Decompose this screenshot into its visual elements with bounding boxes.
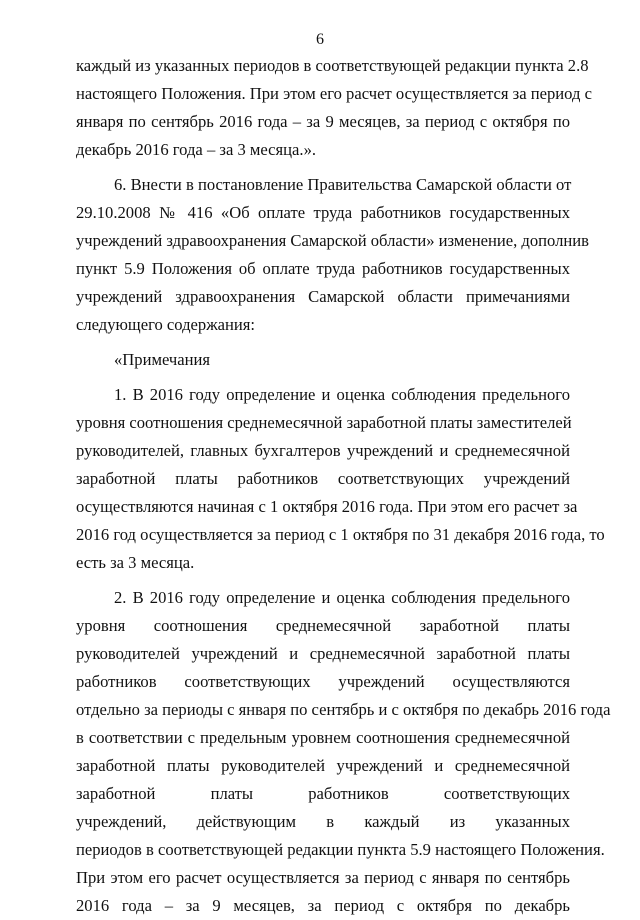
text-line: осуществляются начиная с 1 октября 2016 года. При этом его расчет за — [76, 497, 578, 516]
text-line: 2016 года – за 9 месяцев, за период с октября по декабрь — [76, 896, 570, 915]
text-line: 2. В 2016 году определение и оценка соблюдения предельного — [114, 588, 570, 607]
text-line: заработной платы работников соответствующих учреждений — [76, 469, 570, 488]
text-line: заработной платы работников соответствующих — [76, 784, 570, 803]
text-line: есть за 3 месяца. — [76, 553, 195, 572]
text-line: 29.10.2008 № 416 «Об оплате труда работников государственных — [76, 203, 570, 222]
text-line: уровня соотношения среднемесячной заработной платы заместителей — [76, 413, 572, 432]
text-line: пункт 5.9 Положения об оплате труда работников государственных — [76, 259, 570, 278]
page-number: 6 — [316, 31, 324, 48]
text-line: учреждений, действующим в каждый из указанных — [76, 812, 570, 831]
document-body — [76, 52, 611, 920]
text-line: 1. В 2016 году определение и оценка соблюдения предельного — [114, 385, 570, 404]
paragraph-note-1 — [76, 381, 605, 577]
text-line: декабрь 2016 года – за 3 месяца.». — [76, 140, 317, 159]
text-line: заработной платы руководителей учреждений и среднемесячной — [76, 756, 570, 775]
text-line: работников соответствующих учреждений осуществляются — [76, 672, 570, 691]
text-line: руководителей, главных бухгалтеров учреждений и среднемесячной — [76, 441, 570, 460]
text-line: 2016 год осуществляется за период с 1 октября по 31 декабря 2016 года, то — [76, 525, 605, 544]
text-line: «Примечания — [114, 350, 211, 369]
text-line: отдельно за периоды с января по сентябрь и с октября по декабрь 2016 года — [76, 700, 611, 719]
text-line: следующего содержания: — [76, 315, 256, 334]
text-line: 6. Внести в постановление Правительства Самарской области от — [114, 175, 572, 194]
text-line: настоящего Положения. При этом его расчет осуществляется за период с — [76, 84, 592, 103]
text-line: в соответствии с предельным уровнем соотношения среднемесячной — [76, 728, 570, 747]
paragraph-item-6 — [76, 171, 589, 339]
text-line: периодов в соответствующей редакции пункта 5.9 настоящего Положения. — [76, 840, 605, 859]
text-line: января по сентябрь 2016 года – за 9 месяцев, за период с октября по — [76, 112, 570, 131]
notes-heading — [76, 346, 570, 374]
text-line: При этом его расчет осуществляется за период с января по сентябрь — [76, 868, 570, 887]
text-line: руководителей учреждений и среднемесячной заработной платы — [76, 644, 570, 663]
paragraph-continuation — [76, 52, 592, 164]
text-line: учреждений здравоохранения Самарской области примечаниями — [76, 287, 570, 306]
text-line: уровня соотношения среднемесячной заработной платы — [76, 616, 570, 635]
paragraph-note-2 — [76, 584, 611, 920]
text-line: учреждений здравоохранения Самарской области» изменение, дополнив — [76, 231, 589, 250]
text-line: каждый из указанных периодов в соответствующей редакции пункта 2.8 — [76, 56, 589, 75]
